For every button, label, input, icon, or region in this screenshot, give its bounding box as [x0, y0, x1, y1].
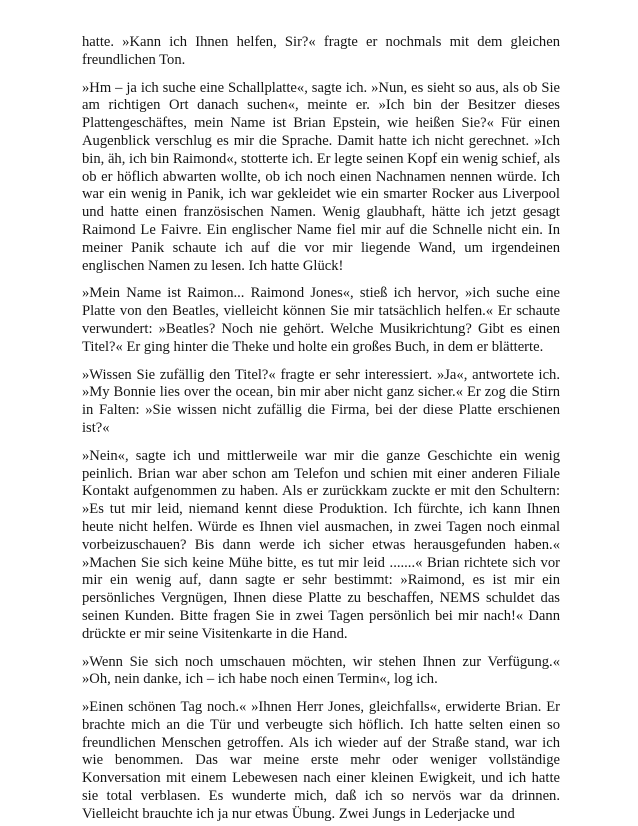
- paragraph-1: hatte. »Kann ich Ihnen helfen, Sir?« fragte er nochmals mit dem gleichen freundlichen Ton.: [82, 34, 560, 68]
- paragraph-6: »Wenn Sie sich noch umschauen möchten, wir stehen Ihnen zur Verfügung.« »Oh, nein danke, ich – ich habe noch einen Termin«, log ich.: [82, 653, 560, 688]
- paragraph-3: »Mein Name ist Raimon... Raimond Jones«, stieß ich hervor, »ich suche eine Platte von den Beatles, vielleicht können Sie mir tatsächlich helfen.« Er schaute verwundert: »Beatles? Noch nie gehört. Welche Musikrichtung? Gibt es einen Titel?« Er ging hinter die Theke und holte ein großes Buch, in dem er blätterte.: [82, 285, 560, 355]
- paragraph-4: »Wissen Sie zufällig den Titel?« fragte er sehr interessiert. »Ja«, antwortete ich. »My Bonnie lies over the ocean, bin mir aber nicht ganz sicher.« Er zog die Stirn in Falten: »Sie wissen nicht zufällig die Firma, bei der diese Platte erschienen ist?«: [82, 366, 560, 436]
- paragraph-7: »Einen schönen Tag noch.« »Ihnen Herr Jones, gleichfalls«, erwiderte Brian. Er brachte mich an die Tür und verbeugte sich höflich. Ich hatte selten einen so freundlichen Menschen getroffen. Als ich wieder auf der Straße stand, war ich wie benommen. Das war meine erste mehr oder weniger vollständige Konversation mit einem Lebewesen nach einer kleinen Ewigkeit, und ich hatte sie total verblasen. Es wunderte mich, daß ich so nervös war da drinnen. Vielleicht brauchte ich ja nur etwas Übung. Zwei Jungs in Lederjacke und: [82, 699, 560, 822]
- paragraph-2: »Hm – ja ich suche eine Schallplatte«, sagte ich. »Nun, es sieht so aus, als ob Sie am richtigen Ort danach suchen«, meinte er. »Ich bin der Besitzer dieses Plattengeschäftes, mein Name ist Brian Epstein, wie heißen Sie?« Für einen Augenblick verschlug es mir die Sprache. Damit hatte ich nicht gerechnet. »Ich bin, äh, ich bin Raimond«, stotterte ich. Er legte seinen Kopf ein wenig schief, als ob er höflich abwarten wollte, ob ich noch einen Nachnamen nennen würde. Ich war ein wenig in Panik, ich war gekleidet wie ein smarter Rocker aus Liverpool und hatte einen französischen Namen. Wenig glaubhaft, hätte ich jetzt gesagt Raimond Le Faivre. Ein englischer Name fiel mir auf die Schnelle nicht ein. In meiner Panik schaute ich auf die vor mir liegende Wand, um irgendeinen englischen Namen zu lesen. Ich hatte Glück!: [82, 79, 560, 274]
- paragraph-5: »Nein«, sagte ich und mittlerweile war mir die ganze Geschichte ein wenig peinlich. Brian war aber schon am Telefon und schien mit einer anderen Filiale Kontakt aufgenommen zu haben. Als er zurückkam zuckte er mit den Schultern: »Es tut mir leid, niemand kennt diese Produktion. Ich fürchte, ich kann Ihnen heute nicht helfen. Würde es Ihnen viel ausmachen, in zwei Tagen noch einmal vorbeizuschauen? Bis dann werde ich sicher etwas herausgefunden haben.« »Machen Sie sich keine Mühe bitte, es tut mir leid .......« Brian richtete sich vor mir ein wenig auf, dann sagte er sehr bestimmt: »Raimond, es ist mir ein persönliches Vergnügen, Ihnen diese Platte zu beschaffen, NEMS schuldet das seinen Kunden. Bitte fragen Sie in zwei Tagen persönlich bei mir nach!« Dann drückte er mir seine Visitenkarte in die Hand.: [82, 447, 560, 642]
- document-page: [82, 34, 560, 824]
